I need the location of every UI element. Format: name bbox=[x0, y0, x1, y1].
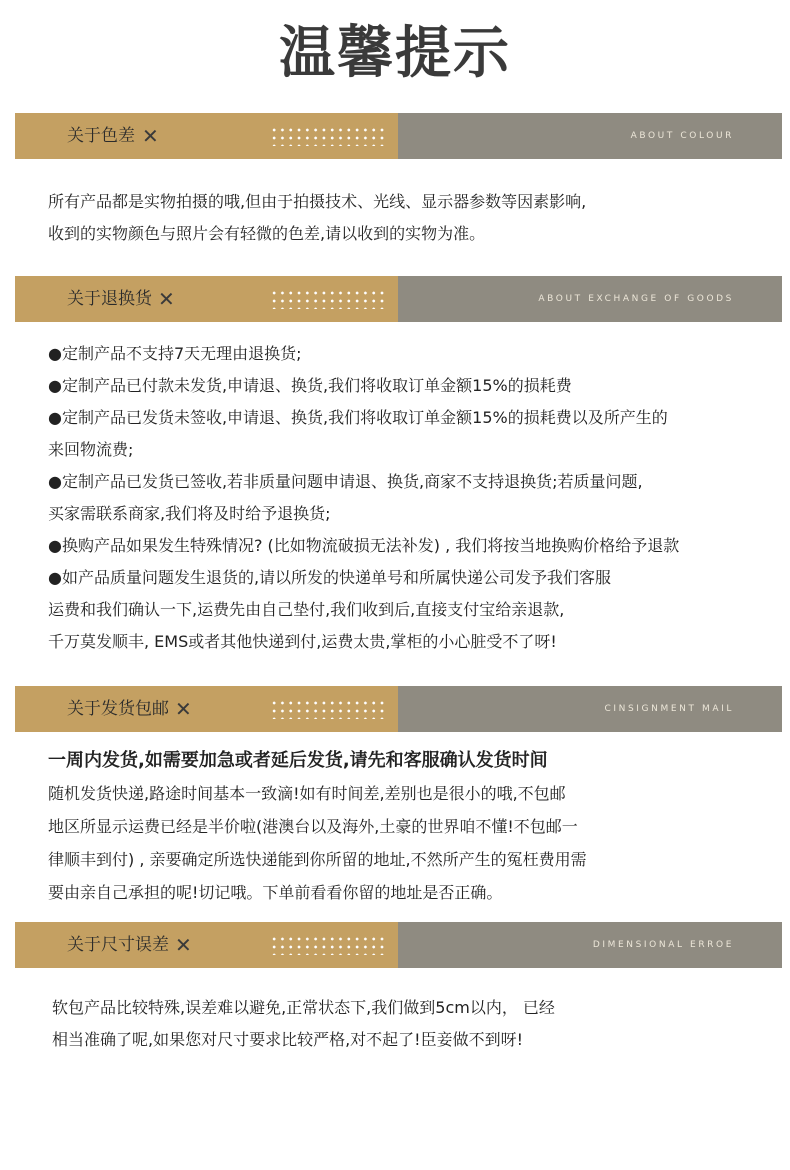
text-line: 所有产品都是实物拍摄的哦,但由于拍摄技术、光线、显示器参数等因素影响, bbox=[48, 192, 587, 211]
section-english-label: CINSIGNMENT MAIL bbox=[604, 704, 734, 714]
dot-pattern bbox=[270, 126, 386, 146]
section-header-size bbox=[15, 922, 782, 968]
section-english-label: ABOUT EXCHANGE OF GOODS bbox=[538, 294, 734, 304]
section-header-exchange bbox=[15, 276, 782, 322]
dot-pattern bbox=[270, 935, 386, 955]
text-line: 运费和我们确认一下,运费先由自己垫付,我们收到后,直接支付宝给亲退款, bbox=[48, 600, 565, 619]
text-line: ●如产品质量问题发生退货的,请以所发的快递单号和所属快递公司发予我们客服 bbox=[48, 568, 612, 587]
section-label: 关于尺寸误差 bbox=[67, 935, 169, 955]
dot-pattern bbox=[270, 699, 386, 719]
section-label: 关于发货包邮 bbox=[67, 699, 169, 719]
text-line: 来回物流费; bbox=[48, 440, 134, 459]
text-line: 要由亲自己承担的呢!切记哦。下单前看看你留的地址是否正确。 bbox=[48, 883, 503, 902]
size-paragraph bbox=[52, 992, 780, 1056]
text-line: ●定制产品已发货未签收,申请退、换货,我们将收取订单金额15%的损耗费以及所产生的 bbox=[48, 408, 668, 427]
text-line: 地区所显示运费已经是半价啦(港澳台以及海外,土豪的世界咱不懂!不包邮一 bbox=[48, 817, 578, 836]
text-line: 相当准确了呢,如果您对尺寸要求比较严格,对不起了!臣妾做不到呀! bbox=[52, 1030, 524, 1049]
text-line: 律顺丰到付) , 亲要确定所选快递能到你所留的地址,不然所产生的冤枉费用需 bbox=[48, 850, 587, 869]
shipping-paragraph bbox=[48, 744, 780, 909]
section-english-label: DIMENSIONAL ERROE bbox=[592, 940, 734, 950]
text-line: ●换购产品如果发生特殊情况? (比如物流破损无法补发) , 我们将按当地换购价格给予退款 bbox=[48, 536, 680, 555]
close-x-icon: ✕ bbox=[158, 287, 175, 311]
close-x-icon: ✕ bbox=[175, 697, 192, 721]
exchange-paragraph bbox=[48, 338, 780, 658]
text-line: 千万莫发顺丰, EMS或者其他快递到付,运费太贵,掌柜的小心脏受不了呀! bbox=[48, 632, 557, 651]
section-english-label: ABOUT COLOUR bbox=[630, 131, 734, 141]
close-x-icon: ✕ bbox=[142, 124, 159, 148]
text-line: 买家需联系商家,我们将及时给予退换货; bbox=[48, 504, 331, 523]
text-line: ●定制产品已发货已签收,若非质量问题申请退、换货,商家不支持退换货;若质量问题, bbox=[48, 472, 643, 491]
section-header-shipping bbox=[15, 686, 782, 732]
text-line: ●定制产品不支持7天无理由退换货; bbox=[48, 344, 302, 363]
text-line: ●定制产品已付款未发货,申请退、换货,我们将收取订单金额15%的损耗费 bbox=[48, 376, 572, 395]
dot-pattern bbox=[270, 289, 386, 309]
shipping-headline: 一周内发货,如需要加急或者延后发货,请先和客服确认发货时间 bbox=[48, 750, 548, 771]
colour-paragraph bbox=[48, 186, 780, 250]
text-line: 随机发货快递,路途时间基本一致滴!如有时间差,差别也是很小的哦,不包邮 bbox=[48, 784, 566, 803]
section-label: 关于色差 bbox=[67, 126, 135, 146]
page-title: 温馨提示 bbox=[279, 21, 511, 86]
text-line: 软包产品比较特殊,误差难以避免,正常状态下,我们做到5cm以内， 已经 bbox=[52, 998, 555, 1017]
section-header-colour bbox=[15, 113, 782, 159]
section-label: 关于退换货 bbox=[67, 289, 152, 309]
close-x-icon: ✕ bbox=[175, 933, 192, 957]
text-line: 收到的实物颜色与照片会有轻微的色差,请以收到的实物为准。 bbox=[48, 224, 486, 243]
